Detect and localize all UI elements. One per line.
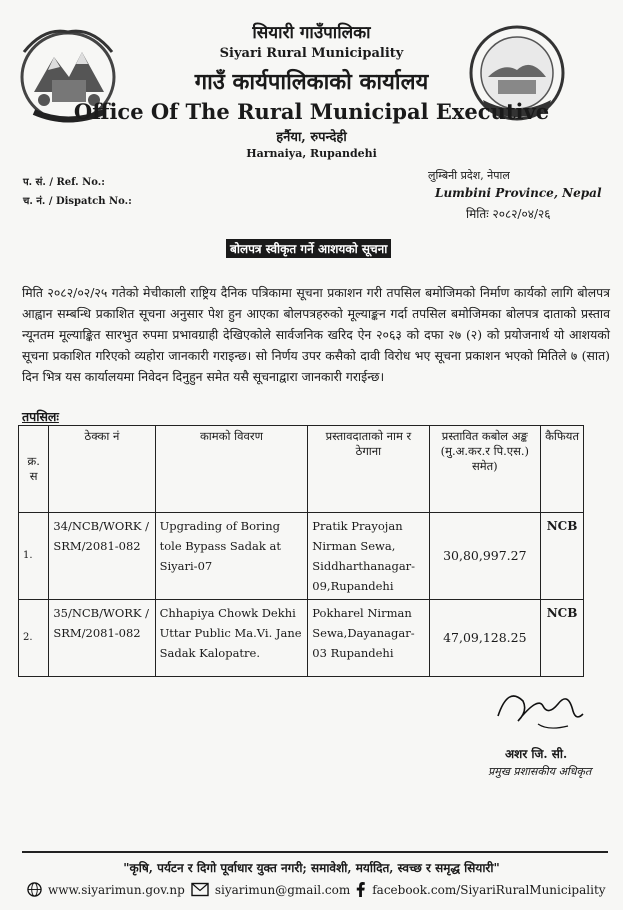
row-sn: 2. — [19, 600, 49, 677]
notice-date: मितिः २०८२/०४/२६ — [466, 207, 551, 221]
row-contract: 34/NCB/WORK / SRM/2081-082 — [49, 513, 155, 600]
province-nepali: लुम्बिनी प्रदेश, नेपाल — [428, 169, 510, 182]
row-description: Chhapiya Chowk Dekhi Uttar Public Ma.Vi. Jane Sadak Kalopatre. — [155, 600, 308, 677]
list-label: तपसिलः — [22, 409, 59, 424]
header-amount: प्रस्तावित कबोल अङ्क (मु.अ.कर.र पि.एस.) समेत) — [429, 426, 541, 513]
header-sn: क्र. स — [19, 426, 49, 513]
bid-table — [18, 425, 584, 677]
row-remarks: NCB — [541, 513, 584, 600]
footer-contacts — [27, 882, 606, 897]
footer-slogan: "कृषि, पर्यटन र दिगो पूर्वाधार युक्त नगरी; समावेशी, मर्यादित, स्वच्छ र समृद्ध सियारी" — [123, 861, 500, 875]
province-english: Lumbini Province, Nepal — [435, 186, 602, 200]
municipality-name-english: Siyari Rural Municipality — [219, 46, 404, 61]
signatory-name: अशर जि. सी. — [505, 747, 568, 761]
place-english: Harnaiya, Rupandehi — [246, 147, 377, 160]
header-contract: ठेक्का नं — [49, 426, 155, 513]
row-bidder: Pratik Prayojan Nirman Sewa, Siddharthanagar-09,Rupandehi — [308, 513, 429, 600]
header-bidder: प्रस्तावदाताको नाम र ठेगाना — [308, 426, 429, 513]
ref-no-label: प. सं. / Ref. No.: — [23, 177, 105, 188]
row-description: Upgrading of Boring tole Bypass Sadak at Siyari-07 — [155, 513, 308, 600]
notice-title: बोलपत्र स्वीकृत गर्ने आशयको सूचना — [226, 239, 391, 258]
row-amount: 47,09,128.25 — [429, 600, 541, 677]
header-remarks: कैफियत — [541, 426, 584, 513]
row-bidder: Pokharel Nirman Sewa,Dayanagar-03 Rupandehi — [308, 600, 429, 677]
globe-icon — [27, 882, 42, 897]
email-icon — [191, 882, 209, 897]
email-link[interactable]: siyarimun@gmail.com — [214, 882, 351, 897]
footer-divider — [22, 851, 608, 853]
place-nepali: हर्नैया, रुपन्देही — [276, 130, 347, 145]
website-link[interactable]: www.siyarimun.gov.np — [48, 882, 185, 897]
office-name-nepali: गाउँ कार्यपालिकाको कार्यालय — [194, 69, 429, 95]
row-contract: 35/NCB/WORK / SRM/2081-082 — [49, 600, 155, 677]
facebook-link[interactable]: facebook.com/SiyariRuralMunicipality — [372, 882, 606, 897]
signatory-title: प्रमुख प्रशासकीय अधिकृत — [488, 765, 592, 778]
facebook-icon — [356, 882, 366, 897]
header-description: कामको विवरण — [155, 426, 308, 513]
table-row — [19, 600, 584, 677]
municipality-name-nepali: सियारी गाउँपालिका — [252, 23, 371, 43]
notice-body: मिति २०८२/०२/२५ गतेको मेचीकाली राष्ट्रिय दैनिक पत्रिकामा सूचना प्रकाशन गरी तपसिल बमोजिमको निर्माण कार्यको लागि बोलपत्र आह्वान सम्बन्धि प्रकाशित सूचना अनुसार पेश हुन आएका बोलपत्रहरुको मूल्याङ्कन गर्दा तपसिल बमोजिमका बोलपत्र दाताको प्रस्ताव न्यूनतम मूल्याङ्कित सारभुत रुपमा प्रभावग्राही देखिएकोले सार्वजनिक खरिद ऐन २०६३ को दफा २७ (२) को प्रयोजनार्थ यो आशयको सूचना प्रकाशित गरिएको व्यहोरा जानकारी गराइन्छ। सो निर्णय उपर कसैको दावी विरोध भए सूचना प्रकाशन भएको मितिले ७ (सात) दिन भित्र यस कार्यालयमा निवेदन दिनुहुन समेत यसै सूचनाद्वारा जानकारी गराईन्छ। — [22, 285, 610, 384]
signature-icon — [488, 676, 588, 736]
row-sn: 1. — [19, 513, 49, 600]
row-remarks: NCB — [541, 600, 584, 677]
dispatch-no-label: च. नं. / Dispatch No.: — [23, 196, 132, 207]
table-row — [19, 513, 584, 600]
table-header-row — [19, 426, 584, 513]
office-name-english: Office Of The Rural Municipal Executive — [73, 99, 550, 124]
row-amount: 30,80,997.27 — [429, 513, 541, 600]
